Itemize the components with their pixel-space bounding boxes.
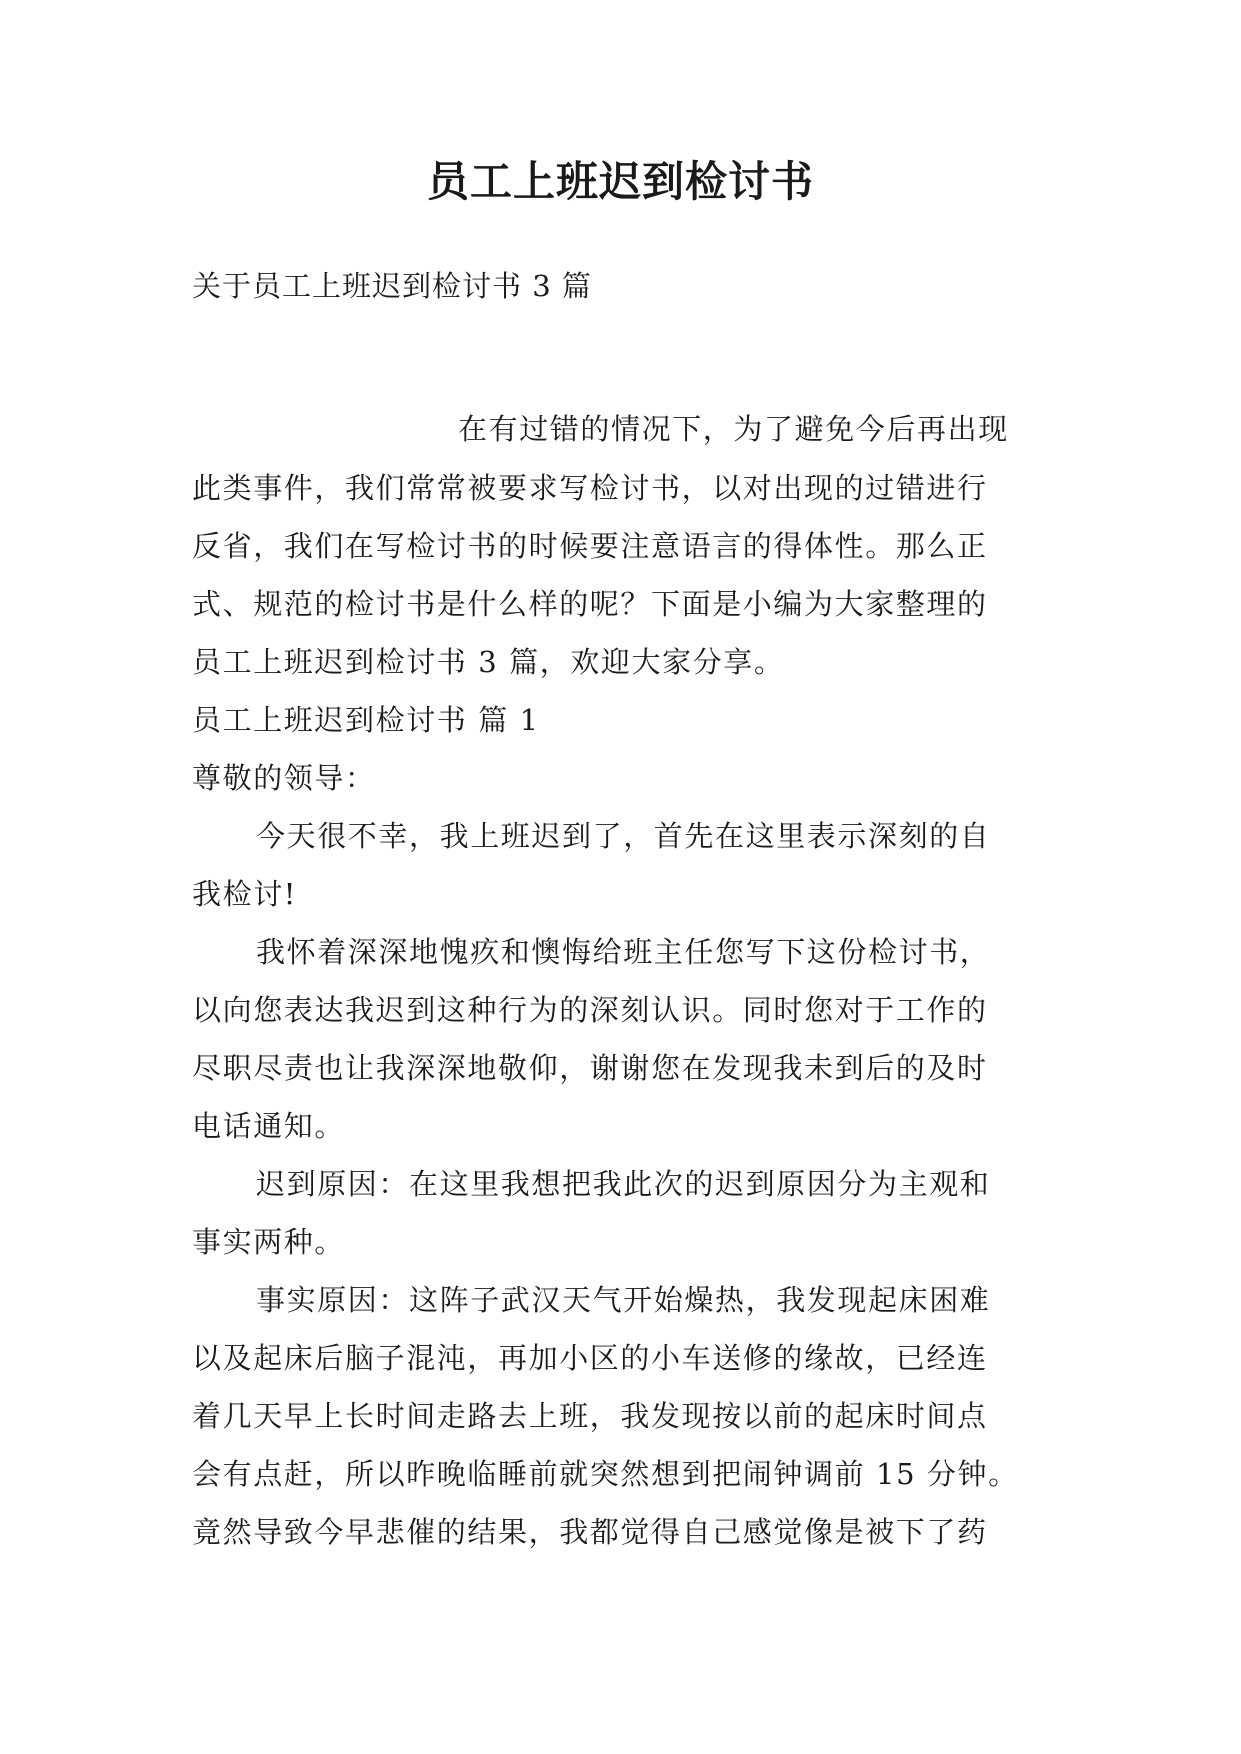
paragraph-line-intro-5: 员工上班迟到检讨书 3 篇，欢迎大家分享。 [192, 645, 785, 679]
salutation: 尊敬的领导： [192, 761, 376, 795]
section-heading: 员工上班迟到检讨书 篇 1 [192, 703, 540, 737]
paragraph-line-4e: 竟然导致今早悲催的结果，我都觉得自己感觉像是被下了药 [192, 1515, 988, 1549]
paragraph-line-2b: 以向您表达我迟到这种行为的深刻认识。同时您对于工作的 [192, 993, 988, 1027]
paragraph-line-intro-2: 此类事件，我们常常被要求写检讨书，以对出现的过错进行 [192, 471, 988, 505]
paragraph-line-3a: 迟到原因：在这里我想把我此次的迟到原因分为主观和 [256, 1167, 991, 1201]
paragraph-line-4d: 会有点赶，所以昨晚临睡前就突然想到把闹钟调前 15 分钟。 [192, 1457, 1019, 1491]
document-subtitle: 关于员工上班迟到检讨书 3 篇 [192, 269, 592, 303]
paragraph-line-intro-3: 反省，我们在写检讨书的时候要注意语言的得体性。那么正 [192, 529, 988, 563]
document-title: 员工上班迟到检讨书 [426, 157, 814, 206]
paragraph-line-4b: 以及起床后脑子混沌，再加小区的小车送修的缘故，已经连 [192, 1341, 988, 1375]
paragraph-line-4c: 着几天早上长时间走路去上班，我发现按以前的起床时间点 [192, 1399, 988, 1433]
paragraph-line-intro-1: 在有过错的情况下，为了避免今后再出现 [458, 412, 1009, 446]
paragraph-line-1b: 我检讨! [192, 877, 298, 911]
paragraph-line-1a: 今天很不幸，我上班迟到了，首先在这里表示深刻的自 [256, 819, 991, 853]
paragraph-line-3b: 事实两种。 [192, 1225, 346, 1259]
paragraph-line-2a: 我怀着深深地愧疚和懊悔给班主任您写下这份检讨书， [256, 935, 991, 969]
paragraph-line-2d: 电话通知。 [192, 1109, 346, 1143]
paragraph-line-4a: 事实原因：这阵子武汉天气开始燥热，我发现起床困难 [256, 1283, 991, 1317]
paragraph-line-2c: 尽职尽责也让我深深地敬仰，谢谢您在发现我未到后的及时 [192, 1051, 988, 1085]
paragraph-line-intro-4: 式、规范的检讨书是什么样的呢？下面是小编为大家整理的 [192, 587, 988, 621]
